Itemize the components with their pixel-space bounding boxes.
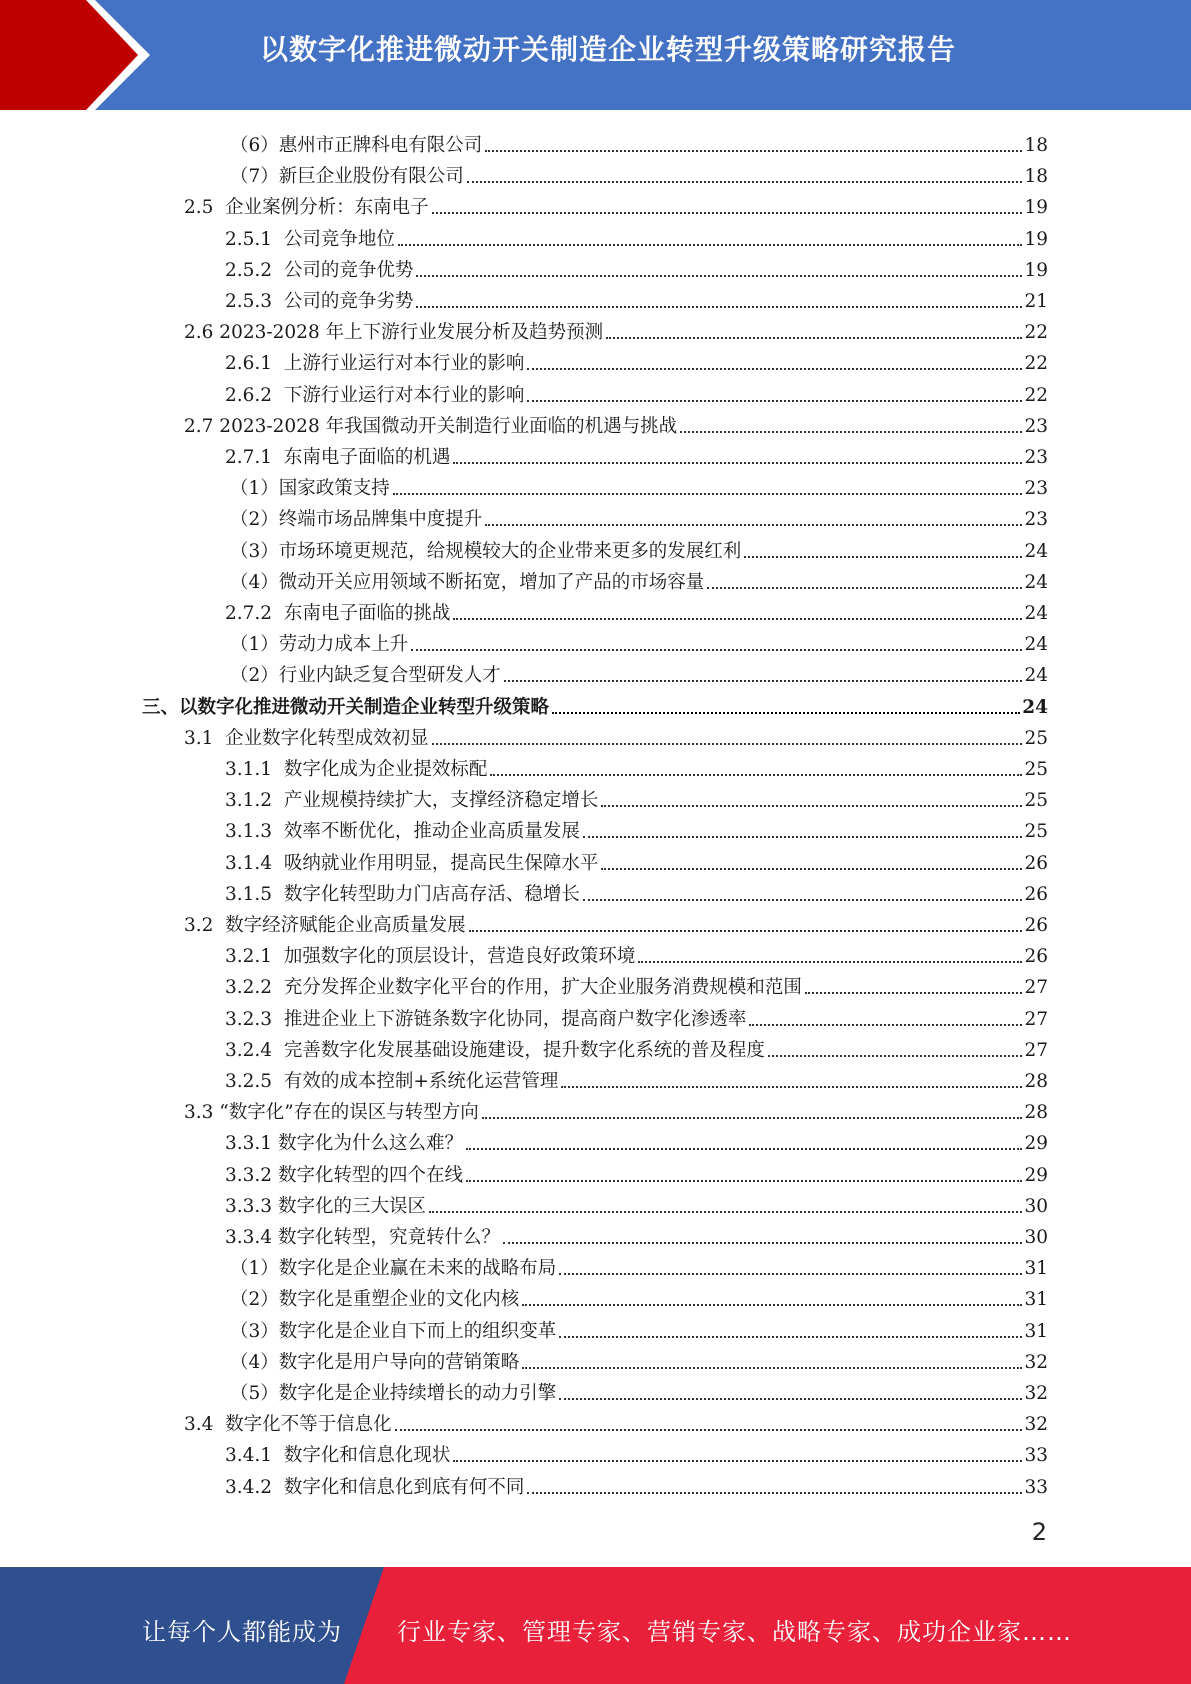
toc-entry[interactable] — [225, 1437, 1048, 1468]
toc-entry-page: 26 — [1024, 946, 1048, 968]
toc-entry[interactable] — [225, 1157, 1048, 1188]
toc-entry[interactable] — [184, 720, 1048, 751]
toc-entry-title: 2.5.2 公司的竞争优势 — [225, 259, 414, 281]
toc-dot-leader — [416, 275, 1022, 277]
toc-dot-leader — [561, 1086, 1022, 1088]
toc-entry-title: 2.7.1 东南电子面临的机遇 — [225, 447, 451, 468]
toc-entry[interactable] — [230, 1313, 1048, 1344]
toc-entry-title: 3.2 数字经济赋能企业高质量发展 — [184, 915, 466, 936]
toc-entry[interactable] — [230, 626, 1048, 657]
toc-entry[interactable] — [184, 189, 1048, 220]
toc-entry[interactable] — [225, 439, 1048, 470]
toc-entry-page: 19 — [1024, 228, 1048, 250]
toc-entry-page: 28 — [1024, 1102, 1048, 1124]
toc-entry[interactable] — [225, 1219, 1048, 1250]
toc-entry-title: 3.3.4 数字化转型，究竟转什么？ — [225, 1227, 500, 1248]
toc-entry-title: （1）劳动力成本上升 — [230, 634, 409, 656]
toc-entry-page: 31 — [1024, 1289, 1048, 1311]
toc-entry-title: 3.4.2 数字化和信息化到底有何不同 — [225, 1476, 525, 1498]
toc-dot-leader — [601, 868, 1022, 870]
toc-dot-leader — [638, 961, 1022, 963]
toc-entry-page: 18 — [1024, 135, 1048, 156]
toc-entry-title: （4）数字化是用户导向的营销策略 — [230, 1351, 520, 1373]
toc-entry-page: 26 — [1024, 883, 1048, 905]
toc-entry[interactable] — [225, 377, 1048, 408]
toc-dot-leader — [805, 992, 1023, 994]
toc-entry-title: （2）数字化是重塑企业的文化内核 — [230, 1289, 520, 1311]
toc-entry-title: 2.5.1 公司竞争地位 — [225, 228, 395, 250]
toc-dot-leader — [606, 337, 1022, 339]
toc-dot-leader — [559, 1398, 1022, 1400]
toc-entry-title: 3.1.4 吸纳就业作用明显，提高民生保障水平 — [225, 852, 599, 874]
toc-entry-page: 19 — [1024, 259, 1048, 281]
toc-dot-leader — [749, 1024, 1022, 1026]
toc-entry-page: 23 — [1024, 415, 1048, 437]
page-number: 2 — [1031, 1518, 1047, 1546]
toc-entry-page: 31 — [1024, 1258, 1048, 1280]
footer-banner — [0, 1567, 1191, 1684]
toc-dot-leader — [398, 244, 1023, 246]
toc-entry-page: 24 — [1024, 540, 1048, 562]
toc-dot-leader — [490, 774, 1022, 776]
toc-entry-page: 25 — [1024, 759, 1048, 780]
toc-entry-title: 2.5 企业案例分析：东南电子 — [184, 197, 429, 219]
toc-entry-page: 23 — [1024, 478, 1048, 500]
toc-entry-page: 28 — [1024, 1071, 1048, 1092]
toc-dot-leader — [466, 1148, 1022, 1150]
toc-entry[interactable] — [225, 813, 1048, 844]
toc-dot-leader — [503, 1242, 1022, 1244]
toc-entry[interactable] — [225, 345, 1048, 376]
toc-entry[interactable] — [184, 1406, 1048, 1437]
toc-entry-title: 3.2.4 完善数字化发展基础设施建设，提升数字化系统的普及程度 — [225, 1039, 765, 1061]
toc-entry-title: （2）行业内缺乏复合型研发人才 — [230, 665, 501, 687]
toc-entry-page: 25 — [1024, 790, 1048, 812]
toc-entry-page: 33 — [1024, 1445, 1048, 1467]
toc-entry-page: 21 — [1024, 291, 1048, 312]
toc-entry-page: 24 — [1022, 696, 1048, 718]
toc-entry-page: 30 — [1024, 1227, 1048, 1248]
toc-dot-leader — [411, 649, 1022, 651]
toc-dot-leader — [485, 524, 1022, 526]
toc-dot-leader — [432, 212, 1023, 214]
toc-entry-title: 3.3 “数字化”存在的误区与转型方向 — [184, 1102, 479, 1124]
toc-dot-leader — [680, 431, 1022, 433]
toc-entry[interactable] — [225, 782, 1048, 813]
toc-entry[interactable] — [184, 1094, 1048, 1125]
toc-entry-page: 23 — [1024, 447, 1048, 468]
toc-entry-title: 3.1 企业数字化转型成效初显 — [184, 727, 429, 749]
toc-entry-page: 23 — [1024, 509, 1048, 531]
toc-dot-leader — [707, 587, 1022, 589]
toc-entry-title: （1）国家政策支持 — [230, 478, 390, 500]
toc-dot-leader — [482, 1117, 1023, 1119]
toc-entry-title: 3.4 数字化不等于信息化 — [184, 1414, 392, 1436]
toc-entry[interactable] — [184, 907, 1048, 938]
toc-entry-page: 32 — [1024, 1351, 1048, 1373]
toc-entry-title: 3.2.3 推进企业上下游链条数字化协同，提高商户数字化渗透率 — [225, 1008, 747, 1030]
toc-entry[interactable] — [142, 689, 1048, 720]
toc-entry[interactable] — [230, 158, 1048, 189]
toc-dot-leader — [467, 181, 1023, 183]
toc-entry[interactable] — [230, 1375, 1048, 1406]
toc-entry-title: 3.1.2 产业规模持续扩大，支撑经济稳定增长 — [225, 790, 599, 812]
toc-dot-leader — [416, 306, 1022, 308]
toc-entry[interactable] — [230, 533, 1048, 564]
toc-dot-leader — [453, 462, 1022, 464]
toc-entry-title: 2.6.1 上游行业运行对本行业的影响 — [225, 353, 525, 375]
toc-entry[interactable] — [225, 1188, 1048, 1219]
toc-entry[interactable] — [184, 314, 1048, 345]
toc-entry-page: 27 — [1024, 1039, 1048, 1061]
toc-entry-page: 25 — [1024, 821, 1048, 843]
toc-entry[interactable] — [225, 938, 1048, 969]
toc-dot-leader — [559, 1273, 1022, 1275]
toc-entry[interactable] — [225, 1063, 1048, 1094]
toc-dot-leader — [768, 1055, 1023, 1057]
toc-entry[interactable] — [225, 845, 1048, 876]
toc-entry-page: 31 — [1024, 1320, 1048, 1342]
toc-dot-leader — [583, 899, 1023, 901]
toc-dot-leader — [527, 400, 1022, 402]
toc-entry-page: 26 — [1024, 852, 1048, 874]
footer-slogan-roles: 行业专家、管理专家、营销专家、战略专家、成功企业家…… — [397, 1618, 1072, 1646]
toc-entry[interactable] — [225, 1125, 1048, 1156]
toc-entry-title: 2.5.3 公司的竞争劣势 — [225, 291, 414, 312]
toc-dot-leader — [504, 680, 1023, 682]
toc-entry-title: 3.1.5 数字化转型助力门店高存活、稳增长 — [225, 883, 580, 905]
toc-dot-leader — [522, 1367, 1022, 1369]
report-title: 以数字化推进微动开关制造企业转型升级策略研究报告 — [259, 33, 956, 66]
toc-dot-leader — [601, 805, 1022, 807]
toc-entry-page: 27 — [1024, 977, 1048, 999]
toc-entry[interactable] — [225, 595, 1048, 626]
toc-entry[interactable] — [230, 1281, 1048, 1312]
toc-dot-leader — [453, 1460, 1022, 1462]
toc-entry-page: 33 — [1024, 1476, 1048, 1498]
toc-dot-leader — [527, 368, 1022, 370]
toc-dot-leader — [429, 1211, 1022, 1213]
toc-entry[interactable] — [225, 1001, 1048, 1032]
toc-entry-page: 32 — [1024, 1414, 1048, 1436]
toc-dot-leader — [552, 712, 1020, 714]
toc-entry-page: 27 — [1024, 1008, 1048, 1030]
toc-entry-title: （5）数字化是企业持续增长的动力引擎 — [230, 1383, 557, 1404]
toc-dot-leader — [432, 743, 1023, 745]
toc-entry[interactable] — [225, 969, 1048, 1000]
toc-dot-leader — [485, 150, 1022, 152]
toc-entry-page: 22 — [1024, 384, 1048, 406]
toc-entry-title: 3.1.1 数字化成为企业提效标配 — [225, 759, 488, 780]
toc-entry-title: 三、以数字化推进微动开关制造企业转型升级策略 — [142, 696, 550, 718]
toc-entry-page: 30 — [1024, 1195, 1048, 1217]
toc-entry-title: 3.2.2 充分发挥企业数字化平台的作用，扩大企业服务消费规模和范围 — [225, 977, 802, 999]
toc-entry[interactable] — [230, 1344, 1048, 1375]
toc-entry-title: 2.6 2023-2028 年上下游行业发展分析及趋势预测 — [184, 322, 604, 344]
toc-entry[interactable] — [225, 252, 1048, 283]
toc-entry[interactable] — [225, 876, 1048, 907]
toc-dot-leader — [559, 1336, 1022, 1338]
toc-entry-title: 3.4.1 数字化和信息化现状 — [225, 1445, 451, 1467]
toc-entry-title: （3）数字化是企业自下而上的组织变革 — [230, 1320, 557, 1342]
toc-entry[interactable] — [230, 1250, 1048, 1281]
toc-entry-title: 3.2.1 加强数字化的顶层设计，营造良好政策环境 — [225, 946, 636, 968]
toc-dot-leader — [395, 1429, 1023, 1431]
toc-entry[interactable] — [225, 1032, 1048, 1063]
report-header — [0, 0, 1191, 110]
toc-entry[interactable] — [225, 221, 1048, 252]
toc-entry[interactable] — [230, 470, 1048, 501]
toc-entry-title: 3.2.5 有效的成本控制+系统化运营管理 — [225, 1071, 559, 1092]
toc-entry[interactable] — [230, 657, 1048, 688]
toc-entry-page: 24 — [1024, 603, 1048, 624]
toc-dot-leader — [469, 930, 1023, 932]
toc-entry-page: 24 — [1024, 665, 1048, 687]
toc-dot-leader — [466, 1180, 1022, 1182]
toc-entry[interactable] — [230, 501, 1048, 532]
toc-entry-page: 22 — [1024, 353, 1048, 375]
toc-entry[interactable] — [230, 564, 1048, 595]
toc-entry-title: 2.7.2 东南电子面临的挑战 — [225, 603, 451, 624]
toc-entry[interactable] — [225, 283, 1048, 314]
toc-entry-title: 3.1.3 效率不断优化，推动企业高质量发展 — [225, 821, 580, 843]
toc-dot-leader — [744, 556, 1022, 558]
toc-entry-title: （7）新巨企业股份有限公司 — [230, 166, 464, 188]
footer-slogan-lead: 让每个人都能成为 — [142, 1618, 342, 1646]
toc-entry[interactable] — [184, 408, 1048, 439]
toc-entry-page: 19 — [1024, 197, 1048, 219]
toc-entry-page: 29 — [1024, 1164, 1048, 1186]
toc-entry-page: 32 — [1024, 1383, 1048, 1404]
toc-entry-title: （4）微动开关应用领域不断拓宽，增加了产品的市场容量 — [230, 571, 705, 593]
toc-entry-title: 3.3.3 数字化的三大误区 — [225, 1195, 426, 1217]
toc-entry-page: 24 — [1024, 571, 1048, 593]
toc-entry-title: （1）数字化是企业赢在未来的战略布局 — [230, 1258, 557, 1280]
toc-dot-leader — [453, 618, 1022, 620]
toc-entry-page: 18 — [1024, 166, 1048, 188]
toc-dot-leader — [393, 493, 1023, 495]
toc-entry[interactable] — [225, 1469, 1048, 1500]
toc-entry-page: 29 — [1024, 1133, 1048, 1155]
toc-entry-title: 3.3.2 数字化转型的四个在线 — [225, 1164, 463, 1186]
toc-entry-title: 2.7 2023-2028 年我国微动开关制造行业面临的机遇与挑战 — [184, 415, 678, 437]
toc-entry-title: 2.6.2 下游行业运行对本行业的影响 — [225, 384, 525, 406]
toc-dot-leader — [527, 1492, 1022, 1494]
toc-entry-title: （6）惠州市正牌科电有限公司 — [230, 135, 483, 156]
toc-dot-leader — [583, 836, 1023, 838]
toc-dot-leader — [522, 1304, 1022, 1306]
toc-entry-title: 3.3.1 数字化为什么这么难？ — [225, 1133, 463, 1155]
toc-entry-page: 26 — [1024, 915, 1048, 936]
toc-entry-title: （2）终端市场品牌集中度提升 — [230, 509, 483, 531]
toc-entry[interactable] — [225, 751, 1048, 782]
toc-entry-page: 25 — [1024, 727, 1048, 749]
toc-entry[interactable] — [230, 127, 1048, 158]
toc-entry-title: （3）市场环境更规范，给规模较大的企业带来更多的发展红利 — [230, 540, 742, 562]
toc-entry-page: 22 — [1024, 322, 1048, 344]
toc-entry-page: 24 — [1024, 634, 1048, 656]
